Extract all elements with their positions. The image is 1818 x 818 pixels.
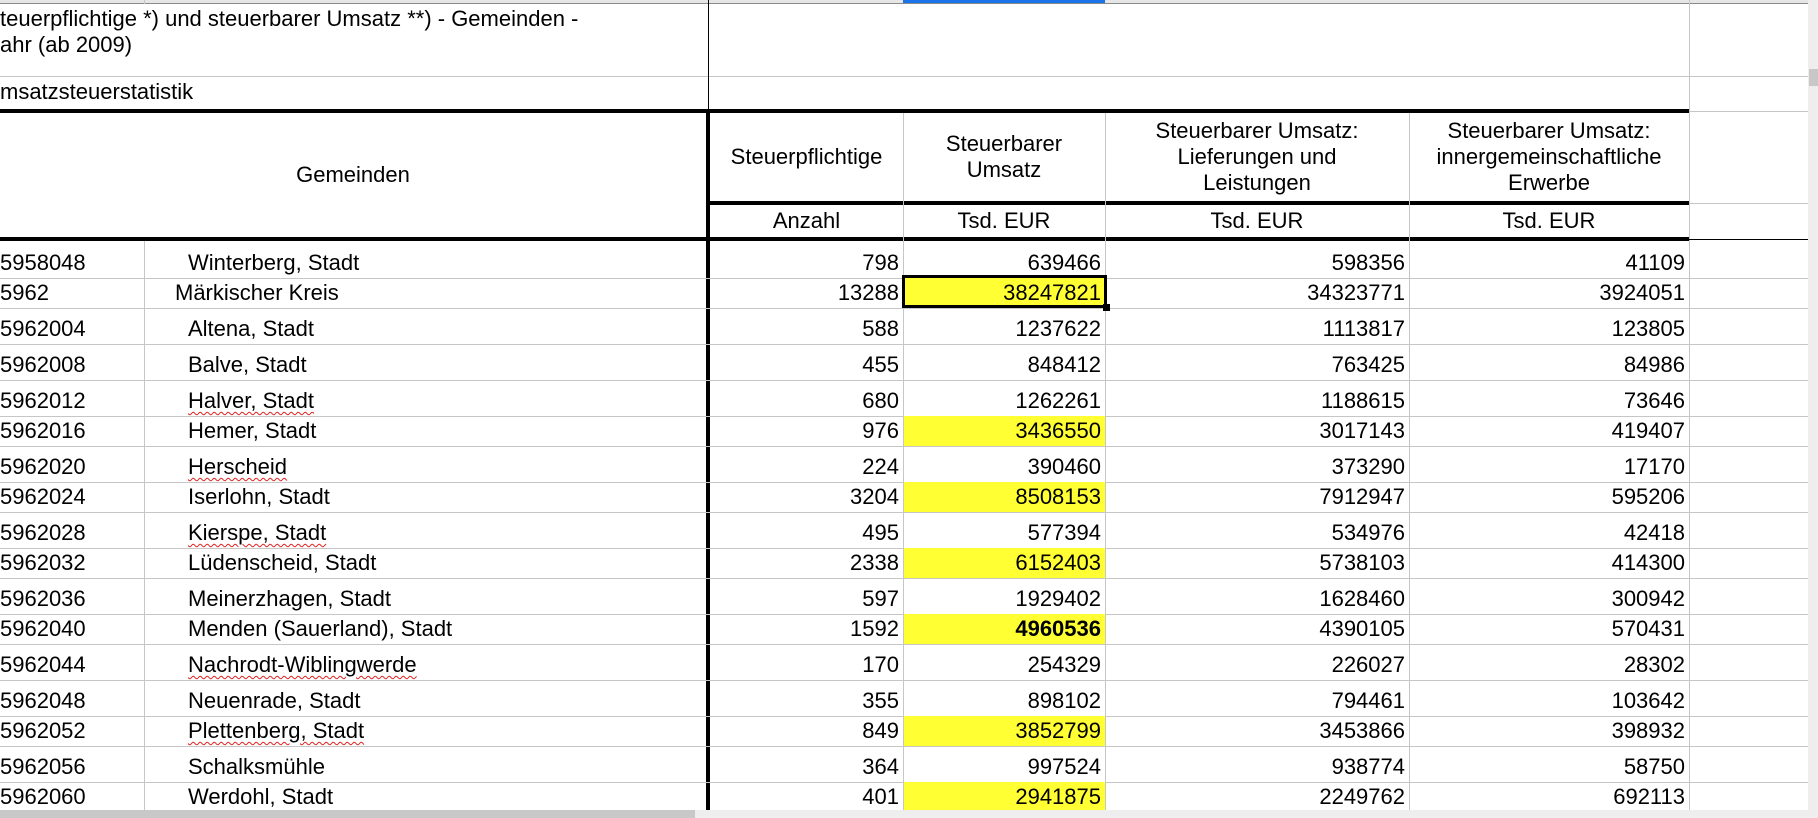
cell-steuerbarer-umsatz[interactable] bbox=[904, 308, 1105, 344]
cell-lieferungen[interactable] bbox=[1106, 380, 1409, 416]
cell-erwerbe-text: 41109 bbox=[1625, 250, 1685, 275]
cell-code-text: 5962044 bbox=[0, 652, 86, 677]
cell-steuerbarer-umsatz-text: 3852799 bbox=[1015, 718, 1101, 743]
cell-gemeinde-name-text: Balve, Stadt bbox=[188, 352, 307, 377]
cell-lieferungen[interactable] bbox=[1106, 614, 1409, 644]
cell-steuerpflichtige-text: 1592 bbox=[850, 616, 899, 641]
cell-steuerbarer-umsatz-text: 577394 bbox=[1027, 520, 1101, 545]
cell-steuerpflichtige[interactable] bbox=[710, 482, 903, 512]
cell-steuerpflichtige[interactable] bbox=[710, 716, 903, 746]
cell-steuerpflichtige-text: 355 bbox=[862, 688, 899, 713]
header-gemeinden: Gemeinden bbox=[296, 162, 410, 187]
cell-gemeinde-name-text: Lüdenscheid, Stadt bbox=[188, 550, 377, 575]
cell-steuerbarer-umsatz[interactable] bbox=[904, 644, 1105, 680]
cell-code-text: 5958048 bbox=[0, 250, 86, 275]
cell-erwerbe-text: 103642 bbox=[1611, 688, 1685, 713]
cell-code[interactable] bbox=[0, 482, 144, 512]
cell-lieferungen[interactable] bbox=[1106, 344, 1409, 380]
cell-code[interactable] bbox=[0, 308, 144, 344]
header-text: innergemeinschaftliche bbox=[1436, 144, 1662, 169]
cell-erwerbe[interactable] bbox=[1410, 482, 1689, 512]
cell-gemeinde-name[interactable] bbox=[145, 512, 706, 548]
cell-gemeinde-name[interactable] bbox=[145, 416, 706, 446]
cell-gemeinde-name[interactable] bbox=[145, 680, 706, 716]
cell-steuerbarer-umsatz-text: 8508153 bbox=[1015, 484, 1101, 509]
cell-lieferungen[interactable] bbox=[1106, 416, 1409, 446]
cell-erwerbe-text: 595206 bbox=[1611, 484, 1685, 509]
unit-tsd-eur: Tsd. EUR bbox=[957, 208, 1051, 233]
cell-gemeinde-name-text: Märkischer Kreis bbox=[175, 280, 339, 305]
header-divider bbox=[0, 3, 1808, 4]
cell-lieferungen[interactable] bbox=[1106, 278, 1409, 308]
cell-lieferungen[interactable] bbox=[1106, 746, 1409, 782]
cell-gemeinde-name-text: Winterberg, Stadt bbox=[188, 250, 360, 275]
cell-code[interactable] bbox=[0, 278, 144, 308]
cell-steuerbarer-umsatz[interactable] bbox=[904, 241, 1105, 278]
cell-erwerbe-text: 42418 bbox=[1623, 520, 1685, 545]
cell-code[interactable] bbox=[0, 416, 144, 446]
cell-erwerbe[interactable] bbox=[1410, 446, 1689, 482]
vertical-scrollbar[interactable] bbox=[1808, 0, 1818, 818]
cell-steuerpflichtige[interactable] bbox=[710, 512, 903, 548]
cell-steuerbarer-umsatz[interactable] bbox=[904, 782, 1105, 812]
gridline bbox=[1689, 111, 1808, 112]
cell-lieferungen-text: 3017143 bbox=[1319, 418, 1405, 443]
cell-erwerbe[interactable] bbox=[1410, 548, 1689, 578]
cell-gemeinde-name-text: Kierspe, Stadt bbox=[188, 520, 327, 545]
cell-steuerpflichtige-text: 798 bbox=[862, 250, 899, 275]
cell-steuerpflichtige[interactable] bbox=[710, 380, 903, 416]
cell-code-text: 5962012 bbox=[0, 388, 86, 413]
cell-lieferungen-text: 794461 bbox=[1331, 688, 1405, 713]
cell-lieferungen-text: 1188615 bbox=[1320, 388, 1405, 413]
cell-steuerpflichtige-text: 455 bbox=[862, 352, 899, 377]
cell-steuerbarer-umsatz-text: 639466 bbox=[1027, 250, 1101, 275]
sheet-source: msatzsteuerstatistik bbox=[0, 79, 194, 104]
cell-erwerbe-text: 570431 bbox=[1611, 616, 1685, 641]
cell-steuerpflichtige[interactable] bbox=[710, 578, 903, 614]
cell-erwerbe[interactable] bbox=[1410, 716, 1689, 746]
cell-steuerbarer-umsatz[interactable] bbox=[904, 614, 1105, 644]
cell-lieferungen-text: 1628460 bbox=[1319, 586, 1405, 611]
header-text: Umsatz bbox=[966, 157, 1042, 182]
cell-steuerpflichtige-text: 224 bbox=[862, 454, 899, 479]
cell-steuerpflichtige-text: 597 bbox=[862, 586, 899, 611]
cell-steuerbarer-umsatz-text: 898102 bbox=[1027, 688, 1101, 713]
cell-steuerbarer-umsatz-text: 2941875 bbox=[1015, 784, 1101, 809]
cell-lieferungen[interactable] bbox=[1106, 782, 1409, 812]
cell-code-text: 5962060 bbox=[0, 784, 86, 809]
unit-anzahl: Anzahl bbox=[772, 208, 841, 233]
cell-gemeinde-name[interactable] bbox=[145, 278, 706, 308]
gridline bbox=[144, 0, 145, 4]
cell-erwerbe-text: 692113 bbox=[1613, 784, 1685, 809]
cell-steuerbarer-umsatz-text: 38247821 bbox=[1003, 280, 1101, 305]
cell-lieferungen-text: 763425 bbox=[1331, 352, 1405, 377]
cell-lieferungen-text: 34323771 bbox=[1307, 280, 1405, 305]
horizontal-scrollbar-thumb[interactable] bbox=[0, 810, 695, 818]
cell-code[interactable] bbox=[0, 446, 144, 482]
cell-gemeinde-name[interactable] bbox=[145, 548, 706, 578]
cell-lieferungen[interactable] bbox=[1106, 680, 1409, 716]
cell-lieferungen[interactable] bbox=[1106, 308, 1409, 344]
cell-erwerbe-text: 73646 bbox=[1623, 388, 1685, 413]
cell-gemeinde-name[interactable] bbox=[145, 241, 706, 278]
cell-erwerbe-text: 414300 bbox=[1611, 550, 1685, 575]
cell-gemeinde-name[interactable] bbox=[145, 746, 706, 782]
gridline bbox=[1689, 0, 1690, 810]
unit-tsd-eur: Tsd. EUR bbox=[1210, 208, 1304, 233]
cell-code-text: 5962052 bbox=[0, 718, 86, 743]
cell-steuerpflichtige-text: 849 bbox=[862, 718, 899, 743]
cell-steuerpflichtige[interactable] bbox=[710, 308, 903, 344]
cell-code[interactable] bbox=[0, 578, 144, 614]
cell-steuerpflichtige-text: 495 bbox=[862, 520, 899, 545]
cell-erwerbe[interactable] bbox=[1410, 344, 1689, 380]
cell-steuerpflichtige-text: 976 bbox=[862, 418, 899, 443]
cell-erwerbe[interactable] bbox=[1410, 512, 1689, 548]
cell-gemeinde-name[interactable] bbox=[145, 614, 706, 644]
sheet-title-line2: ahr (ab 2009) bbox=[0, 32, 133, 57]
cell-code[interactable] bbox=[0, 782, 144, 812]
sheet-title-line1: teuerpflichtige *) und steuerbarer Umsatz **) - Gemeinden - bbox=[0, 6, 579, 31]
cell-steuerbarer-umsatz-text: 4960536 bbox=[1015, 616, 1101, 641]
cell-lieferungen[interactable] bbox=[1106, 512, 1409, 548]
cell-steuerbarer-umsatz[interactable] bbox=[904, 380, 1105, 416]
cell-steuerbarer-umsatz-text: 1929402 bbox=[1015, 586, 1101, 611]
cell-gemeinde-name-text: Iserlohn, Stadt bbox=[188, 484, 330, 509]
cell-gemeinde-name-text: Herscheid bbox=[188, 454, 288, 479]
gridline bbox=[708, 0, 709, 111]
cell-steuerpflichtige-text: 588 bbox=[862, 316, 899, 341]
cell-steuerbarer-umsatz[interactable] bbox=[904, 512, 1105, 548]
header-steuerpflichtige: Steuerpflichtige bbox=[730, 144, 883, 169]
cell-steuerpflichtige[interactable] bbox=[710, 644, 903, 680]
cell-gemeinde-name-text: Halver, Stadt bbox=[188, 388, 314, 413]
header-text: Erwerbe bbox=[1508, 170, 1590, 195]
cell-gemeinde-name[interactable] bbox=[145, 482, 706, 512]
cell-steuerpflichtige-text: 680 bbox=[862, 388, 899, 413]
cell-code-text: 5962024 bbox=[0, 484, 86, 509]
cell-steuerpflichtige[interactable] bbox=[710, 344, 903, 380]
header-steuerbarer-umsatz bbox=[903, 113, 1105, 201]
cell-erwerbe-text: 123805 bbox=[1611, 316, 1685, 341]
cell-lieferungen[interactable] bbox=[1106, 578, 1409, 614]
cell-erwerbe[interactable] bbox=[1410, 614, 1689, 644]
cell-lieferungen-text: 2249762 bbox=[1319, 784, 1405, 809]
cell-steuerbarer-umsatz[interactable] bbox=[904, 548, 1105, 578]
cell-steuerpflichtige[interactable] bbox=[710, 241, 903, 278]
cell-gemeinde-name-text: Schalksmühle bbox=[188, 754, 325, 779]
cell-lieferungen-text: 1113817 bbox=[1322, 316, 1405, 341]
cell-steuerbarer-umsatz-text: 1262261 bbox=[1015, 388, 1101, 413]
cell-code[interactable] bbox=[0, 241, 144, 278]
cell-erwerbe-text: 398932 bbox=[1611, 718, 1685, 743]
gridline bbox=[0, 76, 1808, 77]
cell-lieferungen[interactable] bbox=[1106, 241, 1409, 278]
cell-steuerpflichtige-text: 2338 bbox=[850, 550, 899, 575]
cell-gemeinde-name[interactable] bbox=[145, 578, 706, 614]
cell-erwerbe[interactable] bbox=[1410, 380, 1689, 416]
cell-lieferungen-text: 3453866 bbox=[1319, 718, 1405, 743]
horizontal-scrollbar[interactable] bbox=[0, 810, 1808, 818]
header-text: Steuerbarer Umsatz: bbox=[1447, 118, 1651, 143]
cell-code-text: 5962 bbox=[0, 280, 49, 305]
cell-code-text: 5962020 bbox=[0, 454, 86, 479]
cell-code-text: 5962040 bbox=[0, 616, 86, 641]
cell-steuerpflichtige-text: 170 bbox=[862, 652, 899, 677]
cell-erwerbe[interactable] bbox=[1410, 416, 1689, 446]
unit-tsd-eur: Tsd. EUR bbox=[1502, 208, 1596, 233]
cell-gemeinde-name-text: Neuenrade, Stadt bbox=[188, 688, 361, 713]
cell-gemeinde-name-text: Altena, Stadt bbox=[188, 316, 314, 341]
cell-erwerbe-text: 84986 bbox=[1623, 352, 1685, 377]
cell-steuerbarer-umsatz[interactable] bbox=[904, 680, 1105, 716]
cell-gemeinde-name-text: Meinerzhagen, Stadt bbox=[188, 586, 392, 611]
cell-code[interactable] bbox=[0, 344, 144, 380]
cell-steuerpflichtige-text: 364 bbox=[862, 754, 899, 779]
cell-code-text: 5962004 bbox=[0, 316, 86, 341]
cell-steuerpflichtige-text: 401 bbox=[862, 784, 899, 809]
cell-code[interactable] bbox=[0, 548, 144, 578]
cell-steuerpflichtige[interactable] bbox=[710, 416, 903, 446]
cell-lieferungen-text: 4390105 bbox=[1319, 616, 1405, 641]
cell-gemeinde-name[interactable] bbox=[145, 716, 706, 746]
cell-erwerbe-text: 58750 bbox=[1623, 754, 1685, 779]
cell-code-text: 5962056 bbox=[0, 754, 86, 779]
header-erwerbe bbox=[1409, 113, 1689, 201]
cell-steuerbarer-umsatz[interactable] bbox=[904, 716, 1105, 746]
cell-erwerbe-text: 3924051 bbox=[1599, 280, 1685, 305]
cell-steuerpflichtige[interactable] bbox=[710, 278, 903, 308]
cell-steuerbarer-umsatz-text: 848412 bbox=[1027, 352, 1101, 377]
cell-erwerbe[interactable] bbox=[1410, 308, 1689, 344]
cell-steuerbarer-umsatz-text: 3436550 bbox=[1015, 418, 1101, 443]
cell-steuerbarer-umsatz[interactable] bbox=[904, 446, 1105, 482]
header-text: Leistungen bbox=[1203, 170, 1311, 195]
header-text: Steuerbarer bbox=[945, 131, 1063, 156]
cell-code-text: 5962032 bbox=[0, 550, 86, 575]
sheet-title bbox=[0, 6, 708, 72]
cell-erwerbe[interactable] bbox=[1410, 746, 1689, 782]
cell-lieferungen[interactable] bbox=[1106, 716, 1409, 746]
cell-erwerbe-text: 17170 bbox=[1623, 454, 1685, 479]
cell-code[interactable] bbox=[0, 644, 144, 680]
cell-gemeinde-name-text: Nachrodt-Wiblingwerde bbox=[188, 652, 417, 677]
cell-gemeinde-name-text: Werdohl, Stadt bbox=[188, 784, 334, 809]
cell-gemeinde-name-text: Hemer, Stadt bbox=[188, 418, 317, 443]
cell-gemeinde-name[interactable] bbox=[145, 782, 706, 812]
cell-erwerbe[interactable] bbox=[1410, 782, 1689, 812]
cell-steuerpflichtige[interactable] bbox=[710, 680, 903, 716]
cell-steuerbarer-umsatz-text: 254329 bbox=[1027, 652, 1101, 677]
header-lieferungen bbox=[1105, 113, 1409, 201]
cell-code[interactable] bbox=[0, 680, 144, 716]
vertical-scrollbar-thumb[interactable] bbox=[1809, 69, 1818, 86]
cell-steuerbarer-umsatz[interactable] bbox=[904, 482, 1105, 512]
cell-code-text: 5962028 bbox=[0, 520, 86, 545]
cell-steuerpflichtige-text: 3204 bbox=[850, 484, 899, 509]
cell-code[interactable] bbox=[0, 614, 144, 644]
cell-gemeinde-name[interactable] bbox=[145, 644, 706, 680]
cell-code-text: 5962048 bbox=[0, 688, 86, 713]
cell-erwerbe-text: 419407 bbox=[1611, 418, 1685, 443]
cell-code-text: 5962016 bbox=[0, 418, 86, 443]
cell-erwerbe[interactable] bbox=[1410, 278, 1689, 308]
cell-erwerbe[interactable] bbox=[1410, 241, 1689, 278]
cell-steuerbarer-umsatz[interactable] bbox=[904, 344, 1105, 380]
cell-code-text: 5962008 bbox=[0, 352, 86, 377]
cell-code[interactable] bbox=[0, 512, 144, 548]
cell-lieferungen-text: 598356 bbox=[1331, 250, 1405, 275]
cell-steuerbarer-umsatz[interactable] bbox=[904, 278, 1105, 308]
cell-lieferungen[interactable] bbox=[1106, 548, 1409, 578]
cell-code-text: 5962036 bbox=[0, 586, 86, 611]
cell-erwerbe-text: 300942 bbox=[1611, 586, 1685, 611]
cell-steuerbarer-umsatz[interactable] bbox=[904, 578, 1105, 614]
cell-lieferungen-text: 534976 bbox=[1331, 520, 1405, 545]
gridline bbox=[1689, 239, 1808, 240]
cell-gemeinde-name-text: Plettenberg, Stadt bbox=[188, 718, 365, 743]
gridline bbox=[1689, 203, 1808, 204]
cell-gemeinde-name[interactable] bbox=[145, 380, 706, 416]
cell-gemeinde-name[interactable] bbox=[145, 446, 706, 482]
cell-lieferungen-text: 5738103 bbox=[1319, 550, 1405, 575]
cell-steuerbarer-umsatz-text: 390460 bbox=[1027, 454, 1101, 479]
cell-erwerbe-text: 28302 bbox=[1623, 652, 1685, 677]
cell-steuerpflichtige[interactable] bbox=[710, 446, 903, 482]
cell-code[interactable] bbox=[0, 716, 144, 746]
cell-erwerbe[interactable] bbox=[1410, 578, 1689, 614]
cell-steuerbarer-umsatz[interactable] bbox=[904, 746, 1105, 782]
cell-lieferungen[interactable] bbox=[1106, 446, 1409, 482]
cell-lieferungen-text: 373290 bbox=[1331, 454, 1405, 479]
fill-handle[interactable] bbox=[1103, 304, 1110, 311]
cell-steuerpflichtige[interactable] bbox=[710, 614, 903, 644]
cell-steuerpflichtige[interactable] bbox=[710, 548, 903, 578]
cell-lieferungen-text: 7912947 bbox=[1319, 484, 1405, 509]
cell-lieferungen-text: 226027 bbox=[1331, 652, 1405, 677]
cell-steuerbarer-umsatz[interactable] bbox=[904, 416, 1105, 446]
header-text: Steuerbarer Umsatz: bbox=[1155, 118, 1359, 143]
cell-gemeinde-name-text: Menden (Sauerland), Stadt bbox=[188, 616, 453, 641]
cell-lieferungen[interactable] bbox=[1106, 482, 1409, 512]
cell-lieferungen[interactable] bbox=[1106, 644, 1409, 680]
cell-code[interactable] bbox=[0, 380, 144, 416]
cell-lieferungen-text: 938774 bbox=[1331, 754, 1405, 779]
cell-code[interactable] bbox=[0, 746, 144, 782]
cell-erwerbe[interactable] bbox=[1410, 644, 1689, 680]
cell-gemeinde-name[interactable] bbox=[145, 344, 706, 380]
cell-steuerpflichtige[interactable] bbox=[710, 746, 903, 782]
header-text: Lieferungen und bbox=[1177, 144, 1337, 169]
cell-steuerbarer-umsatz-text: 997524 bbox=[1027, 754, 1101, 779]
cell-steuerbarer-umsatz-text: 1237622 bbox=[1015, 316, 1101, 341]
cell-steuerpflichtige-text: 13288 bbox=[837, 280, 899, 305]
cell-steuerpflichtige[interactable] bbox=[710, 782, 903, 812]
cell-erwerbe[interactable] bbox=[1410, 680, 1689, 716]
cell-steuerbarer-umsatz-text: 6152403 bbox=[1015, 550, 1101, 575]
cell-gemeinde-name[interactable] bbox=[145, 308, 706, 344]
